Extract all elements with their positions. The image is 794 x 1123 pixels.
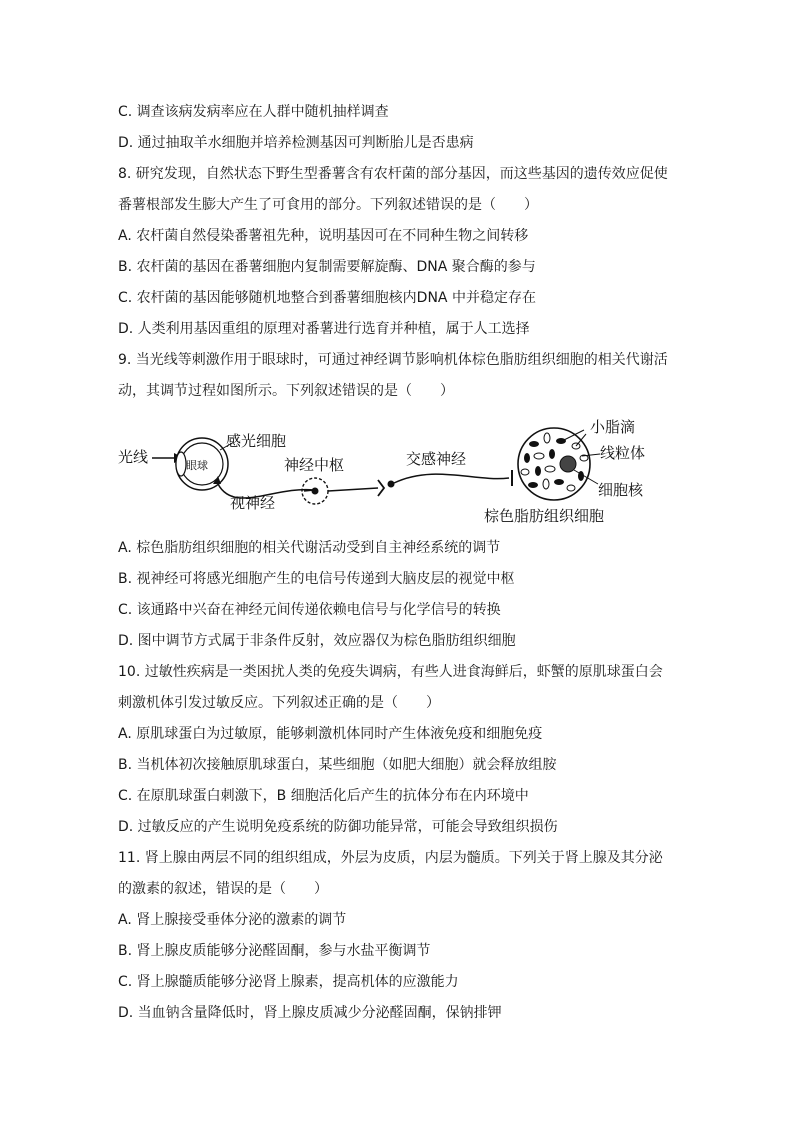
q11-option-d: D. 当血钠含量降低时，肾上腺皮质减少分泌醛固酮，保钠排钾 xyxy=(118,1005,502,1021)
q9-option-a: A. 棕色脂肪组织细胞的相关代谢活动受到自主神经系统的调节 xyxy=(118,540,501,556)
label-nucleus: 细胞核 xyxy=(598,481,644,499)
q8-option-a: A. 农杆菌自然侵染番薯祖先种，说明基因可在不同种生物之间转移 xyxy=(118,228,529,244)
sympathetic-fiber xyxy=(394,474,509,483)
q7-option-c: C. 调查该病发病率应在人群中随机抽样调查 xyxy=(118,104,389,120)
q11-option-a: A. 肾上腺接受垂体分泌的激素的调节 xyxy=(118,912,347,928)
q8-option-b: B. 农杆菌的基因在番薯细胞内复制需要解旋酶、DNA 聚合酶的参与 xyxy=(118,259,536,275)
q10-option-d: D. 过敏反应的产生说明免疫系统的防御功能异常，可能会导致组织损伤 xyxy=(118,819,558,835)
label-lipid-droplet: 小脂滴 xyxy=(590,418,636,436)
q9-option-d: D. 图中调节方式属于非条件反射，效应器仅为棕色脂肪组织细胞 xyxy=(118,633,516,649)
synapse-1 xyxy=(378,480,384,496)
q10-option-c: C. 在原肌球蛋白刺激下，B 细胞活化后产生的抗体分布在内环境中 xyxy=(118,788,529,804)
brown-fat-cell xyxy=(518,428,590,500)
sympathetic-soma xyxy=(388,481,395,488)
interneuron-fiber xyxy=(328,488,378,491)
q11-option-b: B. 肾上腺皮质能够分泌醛固酮，参与水盐平衡调节 xyxy=(118,943,431,959)
q9-stem-line2: 动，其调节过程如图所示。下列叙述错误的是（ ） xyxy=(118,383,454,399)
q11-option-c: C. 肾上腺髓质能够分泌肾上腺素，提高机体的应激能力 xyxy=(118,974,459,990)
q8-stem-line1: 8. 研究发现，自然状态下野生型番薯含有农杆菌的部分基因，而这些基因的遗传效应促使 xyxy=(118,166,668,182)
label-nerve-center: 神经中枢 xyxy=(284,456,345,474)
q8-stem-line2: 番薯根部发生膨大产生了可食用的部分。下列叙述错误的是（ ） xyxy=(118,197,538,213)
q10-option-a: A. 原肌球蛋白为过敏原，能够刺激机体同时产生体液免疫和细胞免疫 xyxy=(118,726,543,742)
q9-option-c: C. 该通路中兴奋在神经元间传递依赖电信号与化学信号的转换 xyxy=(118,602,501,618)
nerve-center-soma xyxy=(312,488,319,495)
label-light: 光线 xyxy=(118,448,149,466)
label-brown-fat-cell: 棕色脂肪组织细胞 xyxy=(484,507,605,525)
q8-option-c: C. 农杆菌的基因能够随机地整合到番薯细胞核内DNA 中并稳定存在 xyxy=(118,290,536,306)
q9-option-b: B. 视神经可将感光细胞产生的电信号传递到大脑皮层的视觉中枢 xyxy=(118,571,515,587)
q10-stem-line1: 10. 过敏性疾病是一类困扰人类的免疫失调病，有些人进食海鲜后，虾蟹的原肌球蛋白会 xyxy=(118,664,663,680)
q10-stem-line2: 刺激机体引发过敏反应。下列叙述正确的是（ ） xyxy=(118,695,440,711)
neural-pathway-diagram xyxy=(114,414,680,530)
label-optic-nerve: 视神经 xyxy=(230,494,276,512)
q11-stem-line1: 11. 肾上腺由两层不同的组织组成，外层为皮质，内层为髓质。下列关于肾上腺及其分泌 xyxy=(118,850,663,866)
label-mitochondria: 线粒体 xyxy=(600,444,646,462)
q9-stem-line1: 9. 当光线等刺激作用于眼球时，可通过神经调节影响机体棕色脂肪组织细胞的相关代谢活 xyxy=(118,352,668,368)
q8-option-d: D. 人类利用基因重组的原理对番薯进行选育并种植，属于人工选择 xyxy=(118,321,530,337)
q11-stem-line2: 的激素的叙述，错误的是（ ） xyxy=(118,881,328,897)
q10-option-b: B. 当机体初次接触原肌球蛋白，某些细胞（如肥大细胞）就会释放组胺 xyxy=(118,757,557,773)
label-sympathetic-nerve: 交感神经 xyxy=(406,450,467,468)
label-photoreceptor: 感光细胞 xyxy=(226,432,287,450)
q7-option-d: D. 通过抽取羊水细胞并培养检测基因可判断胎儿是否患病 xyxy=(118,135,474,151)
label-eyeball: 眼球 xyxy=(186,459,208,472)
